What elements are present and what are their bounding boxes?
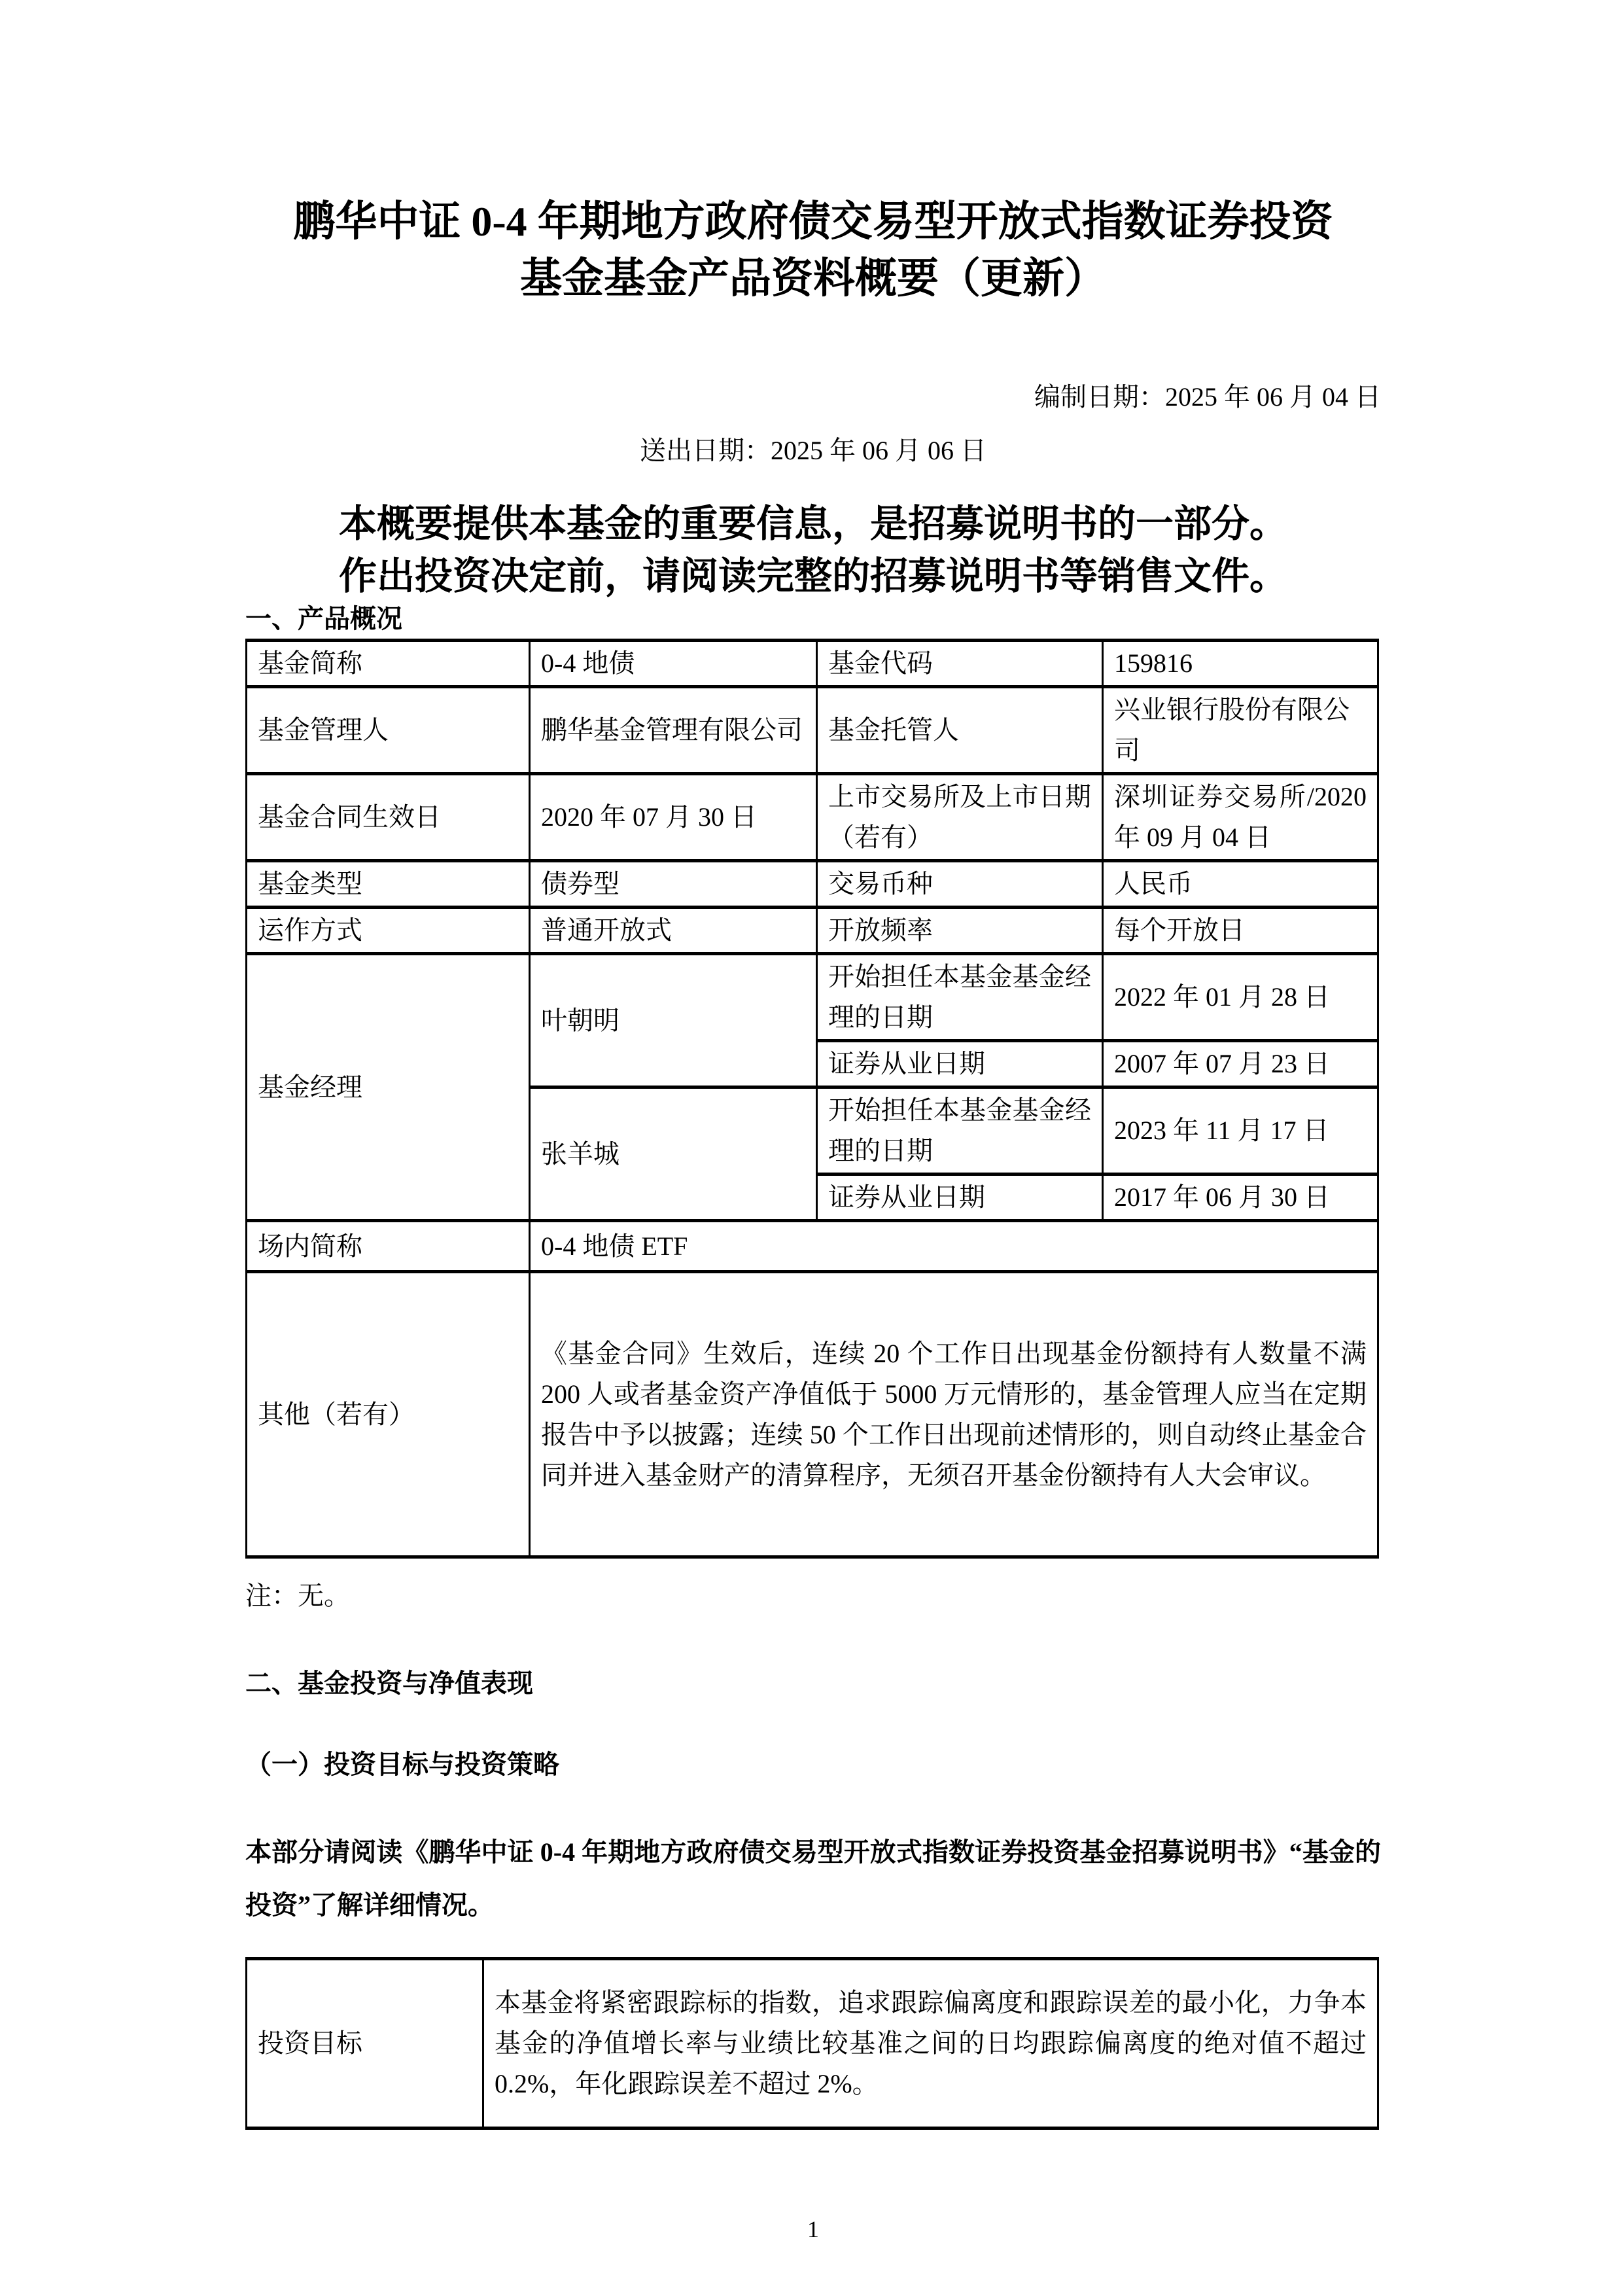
fund-code-label: 基金代码 (817, 641, 1103, 687)
other-value: 《基金合同》生效后，连续 20 个工作日出现基金份额持有人数量不满 200 人或者基金资产净值低于 5000 万元情形的，基金管理人应当在定期报告中予以披露；连续 50 个工作日出现前述情形的，则自动终止基金合同并进入基金财产的清算程序，无须召开基金份额持有人大会审议。 (530, 1272, 1378, 1557)
section1-heading: 一、产品概况 (245, 604, 402, 633)
fund-code-value: 159816 (1103, 641, 1378, 687)
open-frequency-value: 每个开放日 (1103, 908, 1378, 954)
contract-effective-date-label: 基金合同生效日 (247, 774, 530, 861)
page-number: 1 (807, 2216, 819, 2242)
manager2-start-date-value: 2023 年 11 月 17 日 (1103, 1087, 1378, 1174)
manager1-name: 叶朝明 (530, 954, 817, 1087)
table-row (247, 641, 1378, 687)
fund-type-value: 债券型 (530, 861, 817, 908)
summary-notice (245, 498, 1381, 603)
listing-exchange-label: 上市交易所及上市日期（若有） (817, 774, 1103, 861)
table-row (247, 774, 1378, 861)
sent-date: 送出日期：2025 年 06 月 06 日 (640, 436, 986, 465)
fund-manager-label: 基金经理 (247, 954, 530, 1221)
fund-type-label: 基金类型 (247, 861, 530, 908)
contract-effective-date-value: 2020 年 07 月 30 日 (530, 774, 817, 861)
custodian-value: 兴业银行股份有限公司 (1103, 687, 1378, 774)
investment-objective-label: 投资目标 (247, 1959, 483, 2128)
page-title (245, 193, 1381, 307)
fund-short-name-value: 0-4 地债 (530, 641, 817, 687)
fund-short-name-label: 基金简称 (247, 641, 530, 687)
operation-mode-label: 运作方式 (247, 908, 530, 954)
exchange-short-name-value: 0-4 地债 ETF (530, 1221, 1378, 1272)
manager2-name: 张羊城 (530, 1087, 817, 1221)
fund-manager-company-value: 鹏华基金管理有限公司 (530, 687, 817, 774)
other-label: 其他（若有） (247, 1272, 530, 1557)
manager2-career-start-label: 证券从业日期 (817, 1174, 1103, 1221)
fund-manager-company-label: 基金管理人 (247, 687, 530, 774)
exchange-short-name-label: 场内简称 (247, 1221, 530, 1272)
section2-reference-paragraph: 本部分请阅读《鹏华中证 0-4 年期地方政府债交易型开放式指数证券投资基金招募说明书》“基金的投资”了解详细情况。 (245, 1837, 1381, 1920)
custodian-label: 基金托管人 (817, 687, 1103, 774)
section2-subheading: （一）投资目标与投资策略 (245, 1750, 559, 1779)
manager1-career-start-label: 证券从业日期 (817, 1041, 1103, 1087)
section2-heading: 二、基金投资与净值表现 (245, 1669, 533, 1698)
product-overview-table (245, 639, 1379, 1559)
document-content (245, 193, 1381, 2244)
table-row (247, 908, 1378, 954)
summary-notice-line2: 作出投资决定前，请阅读完整的招募说明书等销售文件。 (338, 555, 1287, 597)
manager1-career-start-value: 2007 年 07 月 23 日 (1103, 1041, 1378, 1087)
operation-mode-value: 普通开放式 (530, 908, 817, 954)
open-frequency-label: 开放频率 (817, 908, 1103, 954)
table-row (247, 954, 1378, 1041)
table-row (247, 687, 1378, 774)
investment-objective-table (245, 1957, 1379, 2130)
trading-currency-value: 人民币 (1103, 861, 1378, 908)
manager1-start-date-value: 2022 年 01 月 28 日 (1103, 954, 1378, 1041)
table-row (247, 1959, 1378, 2128)
manager1-start-date-label: 开始担任本基金基金经理的日期 (817, 954, 1103, 1041)
table-row (247, 1221, 1378, 1272)
prepared-date: 编制日期：2025 年 06 月 04 日 (1034, 382, 1381, 412)
manager2-career-start-value: 2017 年 06 月 30 日 (1103, 1174, 1378, 1221)
page-title-line1: 鹏华中证 0-4 年期地方政府债交易型开放式指数证券投资 (293, 198, 1333, 245)
summary-notice-line1: 本概要提供本基金的重要信息，是招募说明书的一部分。 (338, 503, 1287, 545)
table-row (247, 1272, 1378, 1557)
table-note: 注：无。 (245, 1581, 350, 1610)
page-title-line2: 基金基金产品资料概要（更新） (520, 255, 1106, 302)
trading-currency-label: 交易币种 (817, 861, 1103, 908)
manager2-start-date-label: 开始担任本基金基金经理的日期 (817, 1087, 1103, 1174)
table-row (247, 861, 1378, 908)
listing-exchange-value: 深圳证券交易所/2020 年 09 月 04 日 (1103, 774, 1378, 861)
investment-objective-value: 本基金将紧密跟踪标的指数，追求跟踪偏离度和跟踪误差的最小化，力争本基金的净值增长率与业绩比较基准之间的日均跟踪偏离度的绝对值不超过 0.2%，年化跟踪误差不超过 2%。 (483, 1959, 1378, 2128)
